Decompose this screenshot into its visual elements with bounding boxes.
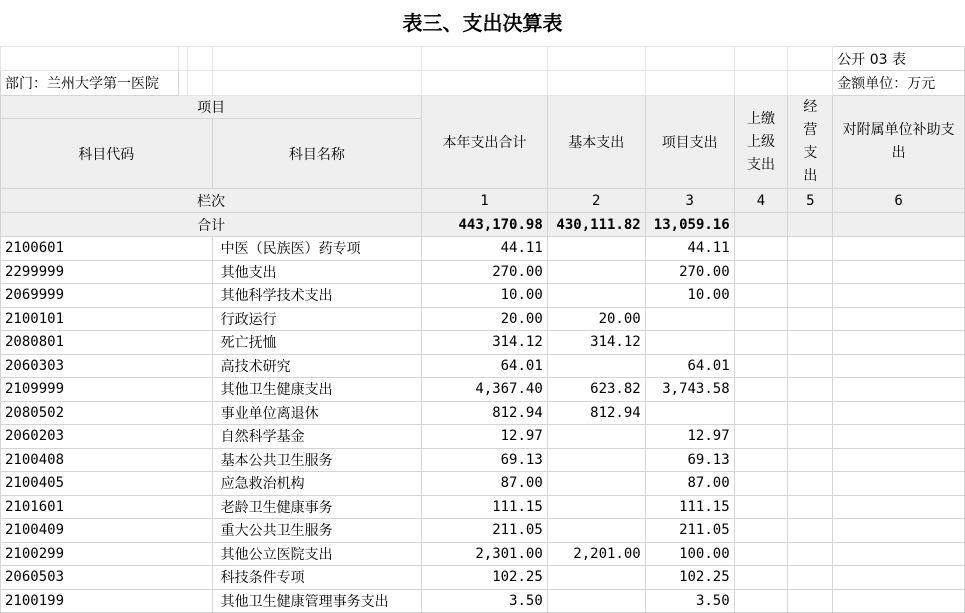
total-label: 合计 [1, 213, 422, 237]
header-basic: 基本支出 [547, 96, 645, 189]
row-total: 20.00 [422, 307, 548, 331]
row-basic [547, 260, 645, 284]
subject-code: 2100405 [1, 472, 213, 496]
row-total: 111.15 [422, 495, 548, 519]
table-row [1, 378, 965, 402]
row-project: 100.00 [645, 542, 734, 566]
row-upper [734, 472, 788, 496]
table-row [1, 401, 965, 425]
department-label: 部门：兰州大学第一医院 [1, 71, 179, 96]
subject-code: 2109999 [1, 378, 213, 402]
table-row [1, 495, 965, 519]
subject-name: 基本公共卫生服务 [212, 448, 422, 472]
subject-code: 2101601 [1, 495, 213, 519]
row-total: 87.00 [422, 472, 548, 496]
subject-name: 中医（民族医）药专项 [212, 237, 422, 261]
subject-name: 高技术研究 [212, 354, 422, 378]
row-upper [734, 566, 788, 590]
row-business [788, 519, 833, 543]
row-total: 102.25 [422, 566, 548, 590]
subject-name: 重大公共卫生服务 [212, 519, 422, 543]
row-business [788, 331, 833, 355]
row-subsidy [833, 401, 965, 425]
row-business [788, 260, 833, 284]
subject-code: 2069999 [1, 284, 213, 308]
row-project: 111.15 [645, 495, 734, 519]
table-row [1, 284, 965, 308]
row-business [788, 354, 833, 378]
row-upper [734, 331, 788, 355]
subject-code: 2080801 [1, 331, 213, 355]
row-subsidy [833, 237, 965, 261]
header-subsidy: 对附属单位补助支出 [833, 96, 965, 189]
row-upper [734, 237, 788, 261]
table-row [1, 354, 965, 378]
row-project: 44.11 [645, 237, 734, 261]
subject-name: 行政运行 [212, 307, 422, 331]
row-upper [734, 378, 788, 402]
row-upper [734, 307, 788, 331]
row-subsidy [833, 425, 965, 449]
col-number: 6 [833, 189, 965, 213]
row-business [788, 378, 833, 402]
row-project: 3,743.58 [645, 378, 734, 402]
col-number: 2 [547, 189, 645, 213]
row-project: 69.13 [645, 448, 734, 472]
subject-code: 2060503 [1, 566, 213, 590]
row-project: 87.00 [645, 472, 734, 496]
row-subsidy [833, 566, 965, 590]
row-business [788, 472, 833, 496]
table-row [1, 519, 965, 543]
report-title: 表三、支出决算表 [402, 11, 563, 35]
row-basic [547, 425, 645, 449]
row-basic [547, 354, 645, 378]
row-business [788, 566, 833, 590]
total-basic: 430,111.82 [547, 213, 645, 237]
table-row [1, 237, 965, 261]
header-total: 本年支出合计 [422, 96, 548, 189]
row-project: 102.25 [645, 566, 734, 590]
row-basic: 2,201.00 [547, 542, 645, 566]
col-number: 1 [422, 189, 548, 213]
col-number: 3 [645, 189, 734, 213]
subject-code: 2100601 [1, 237, 213, 261]
subject-name: 死亡抚恤 [212, 331, 422, 355]
header-project: 项目支出 [645, 96, 734, 189]
row-subsidy [833, 284, 965, 308]
subject-code: 2100101 [1, 307, 213, 331]
subject-code: 2080502 [1, 401, 213, 425]
row-subsidy [833, 448, 965, 472]
total-amount: 443,170.98 [422, 213, 548, 237]
row-upper [734, 542, 788, 566]
subject-name: 其他支出 [212, 260, 422, 284]
subject-name: 科技条件专项 [212, 566, 422, 590]
row-upper [734, 354, 788, 378]
header-business: 经营支出 [788, 96, 833, 189]
subject-name: 老龄卫生健康事务 [212, 495, 422, 519]
total-row [1, 213, 965, 237]
form-number: 公开 03 表 [833, 47, 965, 71]
table-row [1, 566, 965, 590]
row-subsidy [833, 472, 965, 496]
row-project: 12.97 [645, 425, 734, 449]
row-total: 2,301.00 [422, 542, 548, 566]
subject-code: 2100408 [1, 448, 213, 472]
row-basic: 812.94 [547, 401, 645, 425]
total-project: 13,059.16 [645, 213, 734, 237]
subject-code: 2060303 [1, 354, 213, 378]
expenditure-table [0, 46, 965, 613]
row-subsidy [833, 331, 965, 355]
row-upper [734, 519, 788, 543]
unit-label: 金额单位：万元 [833, 71, 965, 96]
row-basic [547, 237, 645, 261]
row-subsidy [833, 307, 965, 331]
row-total: 314.12 [422, 331, 548, 355]
row-total: 44.11 [422, 237, 548, 261]
subject-code: 2060203 [1, 425, 213, 449]
header-code: 科目代码 [1, 119, 213, 189]
table-row [1, 331, 965, 355]
row-upper [734, 284, 788, 308]
row-upper [734, 260, 788, 284]
row-basic [547, 519, 645, 543]
row-subsidy [833, 542, 965, 566]
row-upper [734, 495, 788, 519]
row-basic: 20.00 [547, 307, 645, 331]
row-total: 270.00 [422, 260, 548, 284]
row-total: 64.01 [422, 354, 548, 378]
header-upper: 上缴上级支出 [734, 96, 788, 189]
row-project: 270.00 [645, 260, 734, 284]
header-rowno: 栏次 [1, 189, 422, 213]
row-business [788, 307, 833, 331]
table-row [1, 307, 965, 331]
row-business [788, 401, 833, 425]
row-basic [547, 448, 645, 472]
row-subsidy [833, 495, 965, 519]
row-business [788, 495, 833, 519]
row-project [645, 331, 734, 355]
row-business [788, 284, 833, 308]
row-upper [734, 401, 788, 425]
subject-name: 应急救治机构 [212, 472, 422, 496]
table-row [1, 425, 965, 449]
row-upper [734, 448, 788, 472]
row-subsidy [833, 354, 965, 378]
row-basic [547, 284, 645, 308]
subject-name: 其他科学技术支出 [212, 284, 422, 308]
table-row [1, 448, 965, 472]
row-total: 4,367.40 [422, 378, 548, 402]
row-total: 10.00 [422, 284, 548, 308]
subject-code: 2100299 [1, 542, 213, 566]
row-project: 64.01 [645, 354, 734, 378]
row-business [788, 425, 833, 449]
table-row [1, 260, 965, 284]
row-basic [547, 495, 645, 519]
subject-name: 其他公立医院支出 [212, 542, 422, 566]
header-name: 科目名称 [212, 119, 422, 189]
row-project [645, 401, 734, 425]
row-basic [547, 472, 645, 496]
row-basic [547, 566, 645, 590]
table-row [1, 542, 965, 566]
subject-name: 事业单位离退休 [212, 401, 422, 425]
row-basic: 623.82 [547, 378, 645, 402]
col-number: 5 [788, 189, 833, 213]
row-total: 812.94 [422, 401, 548, 425]
subject-name: 其他卫生健康支出 [212, 378, 422, 402]
subject-name: 其他卫生健康管理事务支出 [212, 589, 422, 613]
row-total: 69.13 [422, 448, 548, 472]
row-subsidy [833, 378, 965, 402]
row-basic: 314.12 [547, 331, 645, 355]
row-basic [547, 589, 645, 613]
row-subsidy [833, 589, 965, 613]
table-row [1, 589, 965, 613]
subject-code: 2100199 [1, 589, 213, 613]
row-total: 211.05 [422, 519, 548, 543]
subject-code: 2100409 [1, 519, 213, 543]
row-total: 12.97 [422, 425, 548, 449]
row-project [645, 307, 734, 331]
row-subsidy [833, 519, 965, 543]
subject-code: 2299999 [1, 260, 213, 284]
row-business [788, 542, 833, 566]
col-number: 4 [734, 189, 788, 213]
row-upper [734, 425, 788, 449]
row-total: 3.50 [422, 589, 548, 613]
row-project: 3.50 [645, 589, 734, 613]
header-item: 项目 [1, 96, 422, 119]
row-upper [734, 589, 788, 613]
row-project: 211.05 [645, 519, 734, 543]
row-business [788, 589, 833, 613]
row-subsidy [833, 260, 965, 284]
table-row [1, 472, 965, 496]
subject-name: 自然科学基金 [212, 425, 422, 449]
row-project: 10.00 [645, 284, 734, 308]
row-business [788, 237, 833, 261]
row-business [788, 448, 833, 472]
